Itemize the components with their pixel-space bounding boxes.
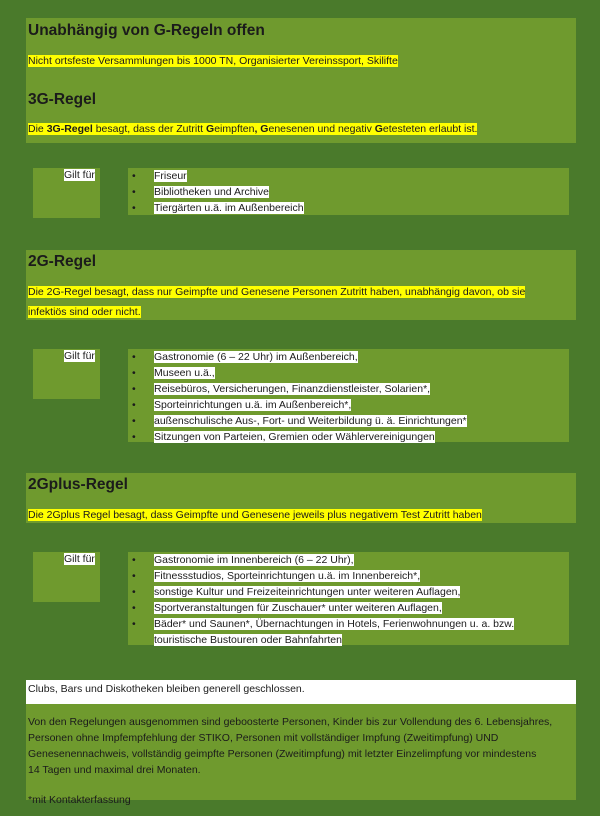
list-item: • Bibliotheken und Archive xyxy=(132,184,304,200)
footnote: *mit Kontakterfassung xyxy=(28,794,131,806)
list-item: • sonstige Kultur und Freizeiteinrichtungen unter weiteren Auflagen, xyxy=(132,584,514,600)
exceptions-line: 14 Tagen und maximal drei Monaten. xyxy=(28,764,201,776)
list-item: • Museen u.ä., xyxy=(132,365,467,381)
open-text: Nicht ortsfeste Versammlungen bis 1000 TN, Organisierter Vereinssport, Skilifte xyxy=(28,55,398,67)
list-item: • Tiergärten u.ä. im Außenbereich xyxy=(132,200,304,216)
exceptions-line: Personen ohne Impfempfehlung der STIKO, Personen mit vollständiger Impfung (Zweitimpfung) UND xyxy=(28,732,499,744)
exceptions-section xyxy=(26,704,576,806)
list-item: • Bäder* und Saunen*, Übernachtungen in Hotels, Ferienwohnungen u. a. bzw. xyxy=(132,616,514,632)
g2plus-section xyxy=(26,473,576,523)
g3-heading: 3G-Regel xyxy=(28,91,97,108)
list-item-continuation: touristische Bustouren oder Bahnfahrten xyxy=(154,634,342,646)
g3-list xyxy=(132,168,304,216)
list-item: • Reisebüros, Versicherungen, Finanzdienstleister, Solarien*, xyxy=(132,381,467,397)
g2-gilt-label: Gilt für xyxy=(64,350,95,362)
list-item: • Sportveranstaltungen für Zuschauer* unter weiteren Auflagen, xyxy=(132,600,514,616)
exceptions-line: Von den Regelungen ausgenommen sind geboosterte Personen, Kinder bis zur Vollendung des 6. Lebensjahres, xyxy=(28,716,553,728)
g2plus-list xyxy=(132,552,514,648)
exceptions-line: Genesenennachweis, vollständig geimpfte Personen (Zweitimpfung) mit letzter Einzelimpfung vor mindestens xyxy=(28,748,537,760)
list-item: • außenschulische Aus-, Fort- und Weiterbildung ü. ä. Einrichtungen* xyxy=(132,413,467,429)
list-item: • Fitnessstudios, Sporteinrichtungen u.ä. im Innenbereich*, xyxy=(132,568,514,584)
g2-description: Die 2G-Regel besagt, dass nur Geimpfte und Genesene Personen Zutritt haben, unabhängig davon, ob sie infektiös sind oder nicht. xyxy=(28,286,526,318)
section-title: Unabhängig von G-Regeln offen xyxy=(28,22,265,39)
closed-notice: Clubs, Bars und Diskotheken bleiben generell geschlossen. xyxy=(26,680,576,704)
g2plus-gilt-label: Gilt für xyxy=(64,553,95,565)
open-section xyxy=(26,18,576,143)
g3-gilt-label: Gilt für xyxy=(64,169,95,181)
g2plus-heading: 2Gplus-Regel xyxy=(28,476,128,493)
list-item: • Friseur xyxy=(132,168,304,184)
list-item: • Gastronomie im Innenbereich (6 – 22 Uhr), xyxy=(132,552,514,568)
g2-section xyxy=(26,250,576,320)
list-item: • Sporteinrichtungen u.ä. im Außenbereich*, xyxy=(132,397,467,413)
g3-description: Die 3G-Regel besagt, dass der Zutritt Geimpften, Genesenen und negativ Getesteten erlaubt ist. xyxy=(28,123,478,135)
list-item: • Gastronomie (6 – 22 Uhr) im Außenbereich, xyxy=(132,349,467,365)
list-item: • Sitzungen von Parteien, Gremien oder Wählervereinigungen xyxy=(132,429,467,445)
g2plus-description: Die 2Gplus Regel besagt, dass Geimpfte und Genesene jeweils plus negativem Test Zutritt haben xyxy=(28,509,482,521)
g2-list xyxy=(132,349,467,445)
g2-heading: 2G-Regel xyxy=(28,253,97,270)
